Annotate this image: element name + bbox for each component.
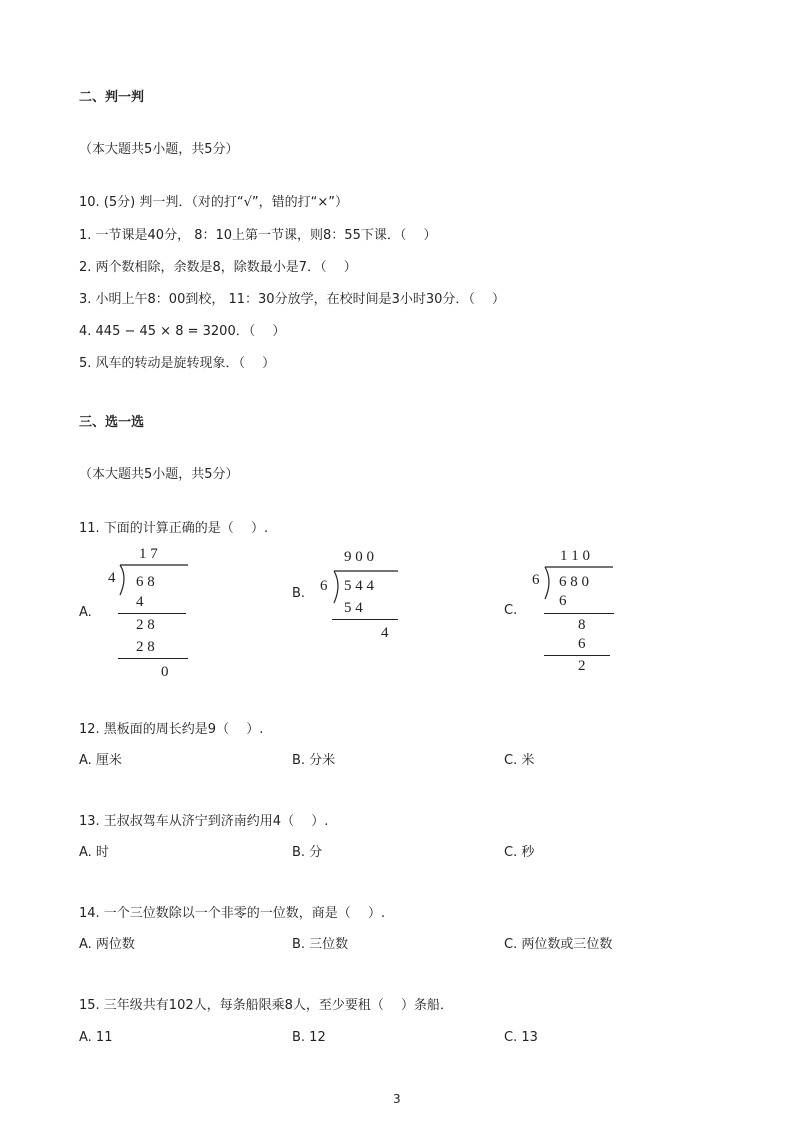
option-c-dividend: 6 8 0 [559,574,589,590]
question-14-stem: 14. 一个三位数除以一个非零的一位数，商是（ ）. [79,906,386,921]
option-c-row-2: 8 [578,617,586,633]
question-15-option-a: A. 11 [79,1030,113,1045]
question-14-option-a: A. 两位数 [79,937,135,952]
question-15-stem: 15. 三年级共有102人，每条船限乘8人，至少要租（ ）条船． [79,998,454,1013]
option-a-line-1 [118,613,186,614]
option-b-row-2: 4 [381,625,389,641]
section-2-title: 二、判一判 [79,90,145,105]
question-10-item-4: 4. 445 − 45 × 8 = 3200．（ ） [79,324,286,339]
section-3-title: 三、选一选 [79,415,145,430]
option-a-row-3: 2 8 [136,639,155,655]
option-a-row-4: 0 [161,664,169,680]
option-c-row-4: 2 [578,658,586,674]
question-14-option-b: B. 三位数 [292,937,349,952]
option-c-row-1: 6 [559,593,567,609]
option-c-line-2 [544,655,610,656]
option-a-quotient: 1 7 [139,546,158,562]
question-10-item-5: 5. 风车的转动是旋转现象．（ ） [79,356,276,371]
question-10-item-1: 1. 一节课是40分， 8：10上第一节课，则8：55下课．（ ） [79,228,437,243]
question-10-item-3: 3. 小明上午8：00到校， 11：30分放学，在校时间是3小时30分．（ ） [79,292,506,307]
question-12-stem: 12. 黑板面的周长约是9（ ）. [79,722,264,737]
section-3-info: （本大题共5小题，共5分） [79,467,239,482]
option-b-quotient: 9 0 0 [344,549,374,565]
question-12-option-c: C. 米 [504,753,535,768]
option-a-dividend: 6 8 [136,574,155,590]
option-c-label: C. [504,603,518,618]
question-13-option-a: A. 时 [79,845,109,860]
option-c-row-3: 6 [578,636,586,652]
option-a-label: A. [79,605,92,620]
option-c-divisor: 6 [532,572,540,588]
page-number: 3 [393,1092,401,1106]
option-a-line-2 [118,658,188,659]
option-b-row-1: 5 4 [344,600,363,616]
question-12-option-a: A. 厘米 [79,753,122,768]
option-b-dividend: 5 4 4 [344,578,374,594]
question-11-stem: 11. 下面的计算正确的是（ ）. [79,521,269,536]
option-b-label: B. [292,586,306,601]
option-a-row-2: 2 8 [136,617,155,633]
question-15-option-c: C. 13 [504,1030,538,1045]
question-13-option-c: C. 秒 [504,845,535,860]
question-14-option-c: C. 两位数或三位数 [504,937,613,952]
option-b-divisor: 6 [320,578,328,594]
section-2-info: （本大题共5小题，共5分） [79,142,239,157]
question-13-stem: 13. 王叔叔驾车从济宁到济南约用4（ ）. [79,814,329,829]
question-12-option-b: B. 分米 [292,753,336,768]
question-10-item-2: 2. 两个数相除，余数是8，除数最小是7．（ ） [79,260,357,275]
option-a-divisor: 4 [108,570,116,586]
question-10-stem: 10. (5分) 判一判．（对的打“√”，错的打“×”） [79,195,348,210]
question-13-option-b: B. 分 [292,845,323,860]
option-c-line-1 [544,613,614,614]
question-15-option-b: B. 12 [292,1030,326,1045]
option-a-row-1: 4 [136,594,144,610]
option-a-division-bracket [112,563,202,603]
option-c-quotient: 1 1 0 [560,548,590,564]
option-b-line-1 [332,619,398,620]
